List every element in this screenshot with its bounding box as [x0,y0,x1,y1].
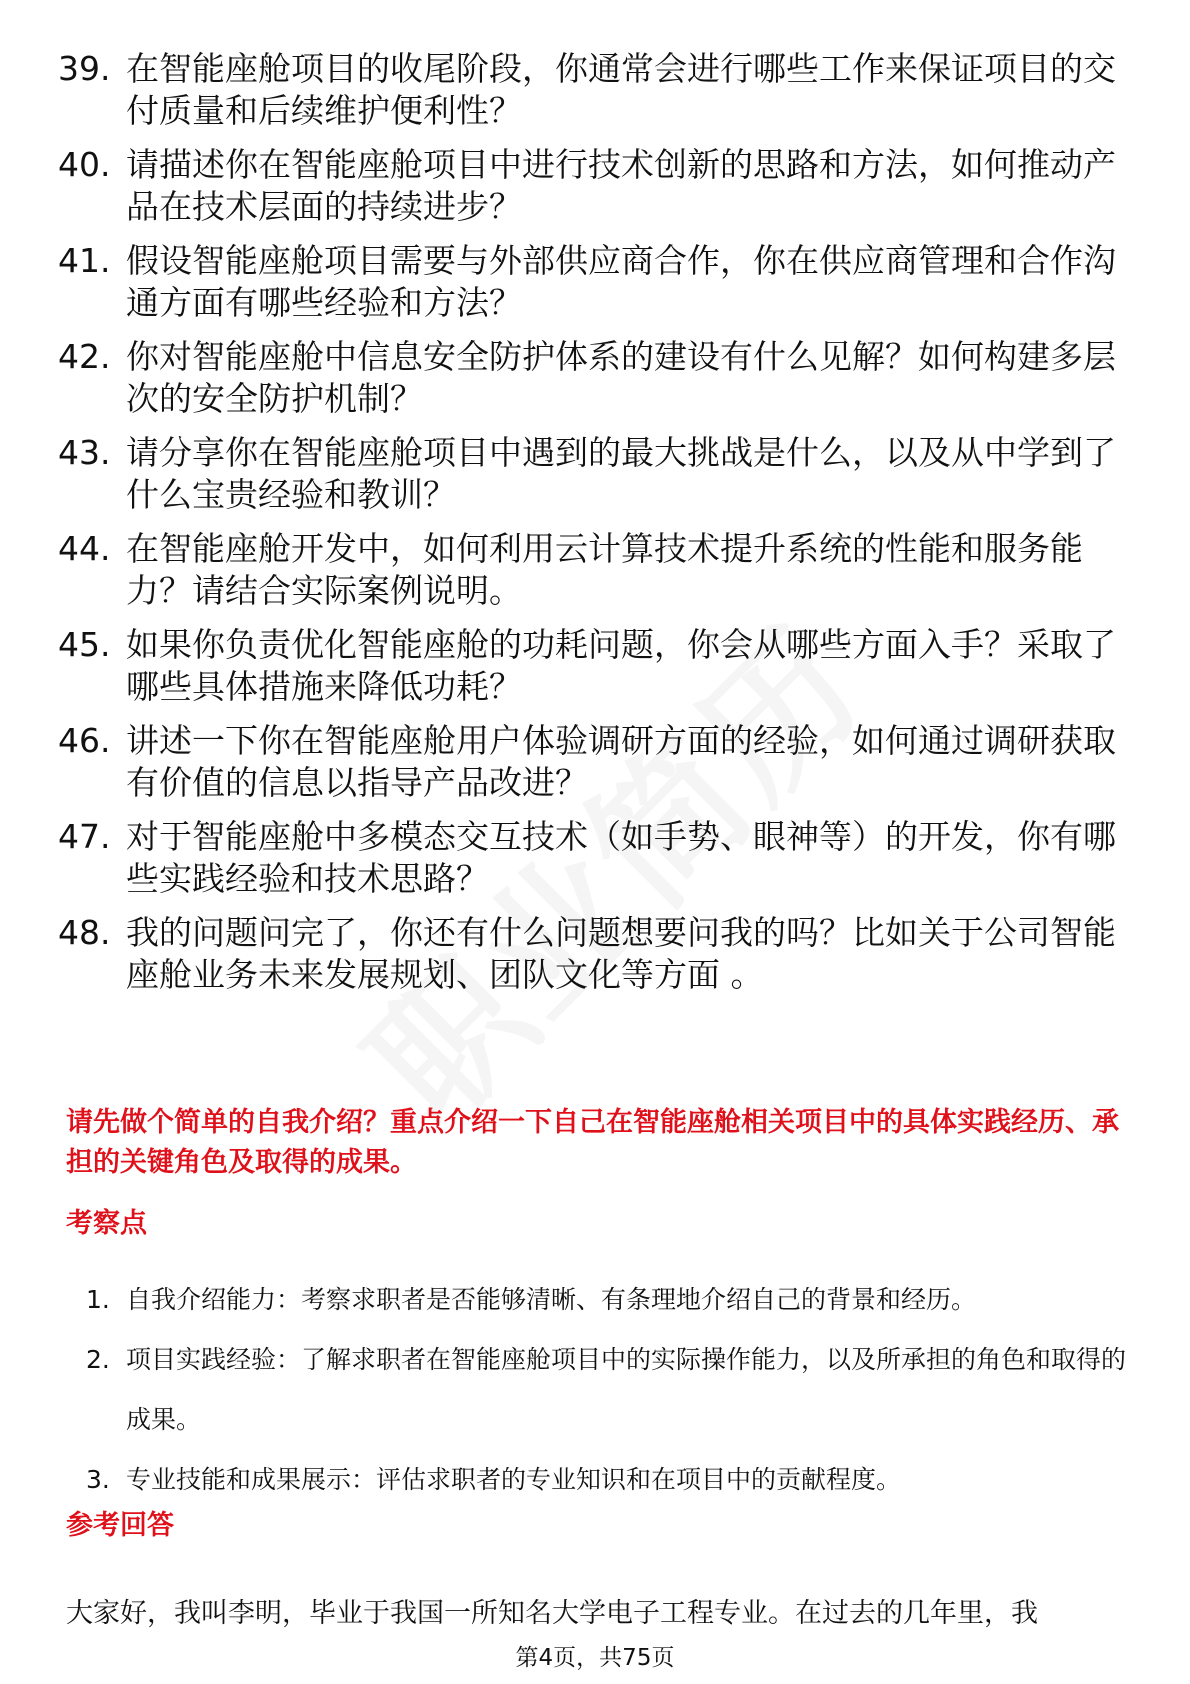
question-number: 40. [58,145,111,184]
question-number: 42. [58,337,111,376]
question-text: 如果你负责优化智能座舱的功耗问题，你会从哪些方面入手？采取了哪些具体措施来降低功耗？ [126,625,1116,706]
question-number: 43. [58,433,111,472]
assessment-point [86,1450,1126,1510]
question-item [58,912,1118,996]
question-number: 47. [58,817,111,856]
question-number: 46. [58,721,111,760]
question-item [58,720,1118,804]
point-text: 自我介绍能力：考察求职者是否能够清晰、有条理地介绍自己的背景和经历。 [126,1285,977,1314]
reference-title: 参考回答 [66,1510,174,1541]
question-text: 我的问题问完了，你还有什么问题想要问我的吗？比如关于公司智能座舱业务未来发展规划、团队文化等方面 。 [126,913,1116,994]
question-item [58,240,1118,324]
question-number: 41. [58,241,111,280]
question-text: 讲述一下你在智能座舱用户体验调研方面的经验，如何通过调研获取有价值的信息以指导产品改进？ [126,721,1116,802]
point-text: 项目实践经验：了解求职者在智能座舱项目中的实际操作能力，以及所承担的角色和取得的成果。 [126,1345,1127,1434]
question-number: 39. [58,49,111,88]
question-number: 44. [58,529,111,568]
question-item [58,336,1118,420]
point-number: 2. [86,1345,110,1374]
question-text: 请分享你在智能座舱项目中遇到的最大挑战是什么，以及从中学到了什么宝贵经验和教训？ [126,433,1116,514]
question-text: 在智能座舱开发中，如何利用云计算技术提升系统的性能和服务能力？请结合实际案例说明。 [126,529,1083,610]
point-number: 3. [86,1465,110,1494]
question-item [58,528,1118,612]
question-text: 对于智能座舱中多模态交互技术（如手势、眼神等）的开发，你有哪些实践经验和技术思路？ [126,817,1116,898]
point-text: 专业技能和成果展示：评估求职者的专业知识和在项目中的贡献程度。 [126,1465,902,1494]
intro-question: 请先做个简单的自我介绍？重点介绍一下自己在智能座舱相关项目中的具体实践经历、承担的关键角色及取得的成果。 [66,1107,1119,1178]
page-footer: 第4页，共75页 [515,1645,675,1671]
question-number: 45. [58,625,111,664]
question-text: 你对智能座舱中信息安全防护体系的建设有什么见解？如何构建多层次的安全防护机制？ [126,337,1116,418]
assessment-list [86,1270,1126,1510]
question-text: 假设智能座舱项目需要与外部供应商合作，你在供应商管理和合作沟通方面有哪些经验和方法？ [126,241,1116,322]
question-item [58,432,1118,516]
question-text: 在智能座舱项目的收尾阶段，你通常会进行哪些工作来保证项目的交付质量和后续维护便利性？ [126,49,1116,130]
question-item [58,816,1118,900]
reference-answer: 大家好，我叫李明，毕业于我国一所知名大学电子工程专业。在过去的几年里，我 [66,1598,1038,1629]
question-item [58,144,1118,228]
assessment-point [86,1270,1126,1330]
point-number: 1. [86,1285,110,1314]
question-text: 请描述你在智能座舱项目中进行技术创新的思路和方法，如何推动产品在技术层面的持续进步？ [126,145,1116,226]
question-item [58,624,1118,708]
assessment-title: 考察点 [66,1208,147,1239]
assessment-point [86,1330,1126,1450]
question-number: 48. [58,913,111,952]
question-item [58,48,1118,132]
